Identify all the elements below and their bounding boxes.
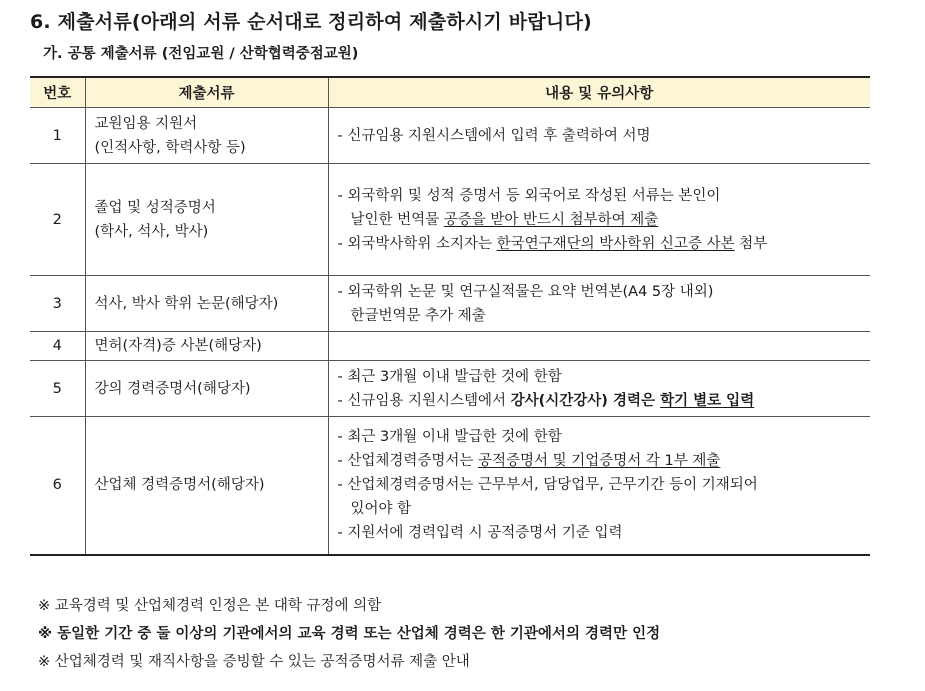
row-number: 2 xyxy=(30,164,85,276)
note-text: 한글번역문 추가 제출 xyxy=(350,307,486,324)
footnotes xyxy=(38,592,660,676)
note-line xyxy=(338,208,871,232)
table-body xyxy=(30,108,870,555)
row-number: 3 xyxy=(30,276,85,332)
header-notes: 내용 및 유의사항 xyxy=(328,77,870,108)
header-number: 번호 xyxy=(30,77,85,108)
row-document xyxy=(85,417,328,555)
row-notes xyxy=(328,417,870,555)
row-number: 4 xyxy=(30,332,85,361)
note-text: 날인한 번역물 xyxy=(350,211,444,228)
note-text: - 신규임용 지원시스템에서 xyxy=(337,392,511,409)
note-text: 강사(시간강사) 경력은 xyxy=(510,392,661,409)
note-line xyxy=(338,473,871,497)
document-line: (학사, 석사, 박사) xyxy=(94,223,209,240)
documents-table xyxy=(30,76,870,556)
table-row xyxy=(30,332,870,361)
note-text: - 지원서에 경력입력 시 공적증명서 기준 입력 xyxy=(337,525,623,542)
row-number: 1 xyxy=(30,108,85,164)
table-row xyxy=(30,108,870,164)
note-text: - 최근 3개월 이내 발급한 것에 한함 xyxy=(337,429,562,446)
table-row xyxy=(30,276,870,332)
document-line: 면허(자격)증 사본(해당자) xyxy=(94,338,262,354)
note-text: 공적증명서 및 기업증명서 각 1부 제출 xyxy=(478,453,721,470)
row-notes xyxy=(328,164,870,276)
table-row xyxy=(30,361,870,417)
section-title: 6. 제출서류(아래의 서류 순서대로 정리하여 제출하시기 바랍니다) xyxy=(30,11,592,33)
note-line xyxy=(338,124,871,148)
document-line: 강의 경력증명서(해당자) xyxy=(94,380,251,397)
row-notes xyxy=(328,108,870,164)
table-row xyxy=(30,164,870,276)
note-line xyxy=(338,389,871,413)
row-notes xyxy=(328,276,870,332)
note-line xyxy=(338,304,871,328)
note-line xyxy=(338,425,871,449)
note-text: - 최근 3개월 이내 발급한 것에 한함 xyxy=(337,368,562,385)
note-text: 한국연구재단의 박사학위 신고증 사본 xyxy=(496,235,735,252)
note-text: - 외국학위 및 성적 증명서 등 외국어로 작성된 서류는 본인이 xyxy=(337,187,721,204)
note-line xyxy=(338,521,871,545)
row-document xyxy=(85,276,328,332)
table-row xyxy=(30,417,870,555)
note-text: - 신규임용 지원시스템에서 입력 후 출력하여 서명 xyxy=(337,127,651,144)
table-header-row xyxy=(30,77,870,108)
note-text: 공증을 받아 반드시 첨부하여 제출 xyxy=(443,211,659,228)
document-line: 산업체 경력증명서(해당자) xyxy=(94,477,265,494)
row-notes xyxy=(328,361,870,417)
document-line: 석사, 박사 학위 논문(해당자) xyxy=(94,295,279,312)
note-line xyxy=(338,232,871,256)
note-text: 있어야 함 xyxy=(350,501,412,518)
row-document xyxy=(85,332,328,361)
note-line xyxy=(338,449,871,473)
footnote: ※ 산업체경력 및 재직사항을 증빙할 수 있는 공적증명서류 제출 안내 xyxy=(38,654,470,670)
footnote: ※ 동일한 기간 중 둘 이상의 기관에서의 교육 경력 또는 산업체 경력은 한 기관에서의 경력만 인정 xyxy=(38,626,661,642)
note-line xyxy=(338,184,871,208)
document-line: 졸업 및 성적증명서 xyxy=(94,199,216,216)
note-line xyxy=(338,280,871,304)
document-line: 교원임용 지원서 xyxy=(94,115,198,132)
footnote: ※ 교육경력 및 산업체경력 인정은 본 대학 규정에 의함 xyxy=(38,598,382,614)
note-line xyxy=(338,497,871,521)
note-line xyxy=(338,365,871,389)
row-document xyxy=(85,108,328,164)
row-document xyxy=(85,164,328,276)
row-number: 5 xyxy=(30,361,85,417)
row-notes xyxy=(328,332,870,361)
note-text: - 산업체경력증명서는 xyxy=(337,453,479,470)
note-text: - 외국학위 논문 및 연구실적물은 요약 번역본(A4 5장 내외) xyxy=(337,283,714,300)
note-text: - 외국박사학위 소지자는 xyxy=(337,235,497,252)
section-subtitle: 가. 공통 제출서류 (전임교원 / 산학협력중점교원) xyxy=(43,46,359,62)
document-line: (인적사항, 학력사항 등) xyxy=(94,139,246,156)
note-text: 학기 별로 입력 xyxy=(660,392,755,409)
note-text: 첨부 xyxy=(734,235,768,252)
row-document xyxy=(85,361,328,417)
row-number: 6 xyxy=(30,417,85,555)
note-text: - 산업체경력증명서는 근무부서, 담당업무, 근무기간 등이 기재되어 xyxy=(337,477,758,494)
header-document: 제출서류 xyxy=(85,77,328,108)
